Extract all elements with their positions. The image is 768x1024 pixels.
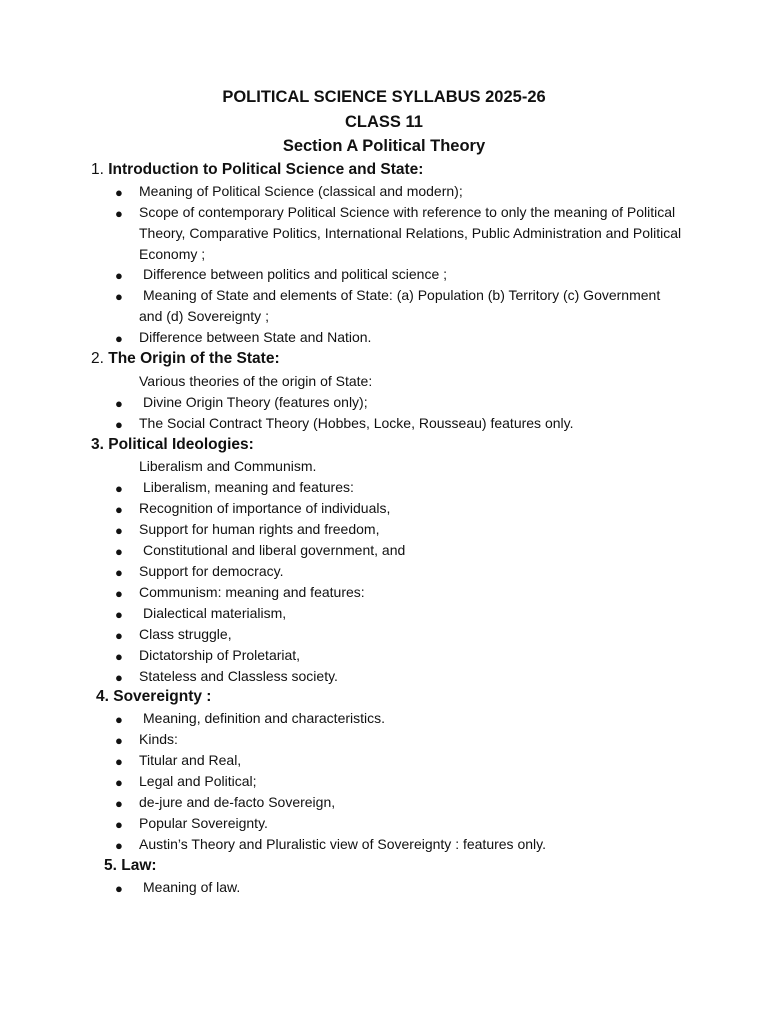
list-item-continuation: Theory, Comparative Politics, International Relations, Public Administration and Political bbox=[139, 225, 682, 241]
list-item: Class struggle, bbox=[139, 626, 232, 642]
list-item: de-jure and de-facto Sovereign, bbox=[139, 794, 336, 810]
bullet-icon: ● bbox=[115, 754, 123, 769]
section-number: 2. bbox=[91, 350, 104, 367]
section-heading-text: The Origin of the State: bbox=[108, 350, 280, 367]
section-heading-text: Political Ideologies: bbox=[108, 436, 254, 453]
section-heading-3 bbox=[91, 436, 254, 454]
list-item: Meaning of Political Science (classical and modern); bbox=[139, 183, 463, 199]
bullet-icon: ● bbox=[115, 817, 123, 832]
bullet-icon: ● bbox=[115, 670, 123, 685]
bullet-icon: ● bbox=[115, 586, 123, 601]
section-heading-text: Introduction to Political Science and State: bbox=[108, 161, 424, 178]
section-number: 4. bbox=[96, 688, 109, 705]
class-label: CLASS 11 bbox=[345, 113, 423, 131]
section-heading-text: Sovereignty : bbox=[113, 688, 212, 705]
list-item: Constitutional and liberal government, and bbox=[143, 542, 406, 558]
bullet-icon: ● bbox=[115, 289, 123, 304]
bullet-icon: ● bbox=[115, 206, 123, 221]
list-item: Liberalism, meaning and features: bbox=[143, 479, 354, 495]
section-number: 5. bbox=[104, 857, 117, 874]
bullet-icon: ● bbox=[115, 838, 123, 853]
bullet-icon: ● bbox=[115, 775, 123, 790]
list-item: Stateless and Classless society. bbox=[139, 668, 338, 684]
bullet-icon: ● bbox=[115, 565, 123, 580]
list-item-continuation: Economy ; bbox=[139, 246, 206, 262]
bullet-icon: ● bbox=[115, 649, 123, 664]
section-intro: Various theories of the origin of State: bbox=[139, 373, 373, 389]
section-number: 3. bbox=[91, 436, 104, 453]
section-number: 1. bbox=[91, 161, 104, 178]
section-title: Section A Political Theory bbox=[282, 137, 486, 155]
list-item: Support for human rights and freedom, bbox=[139, 521, 380, 537]
bullet-icon: ● bbox=[115, 396, 123, 411]
bullet-icon: ● bbox=[115, 502, 123, 517]
bullet-icon: ● bbox=[115, 712, 123, 727]
list-item: Difference between politics and political science ; bbox=[143, 266, 448, 282]
bullet-icon: ● bbox=[115, 481, 123, 496]
list-item: Difference between State and Nation. bbox=[139, 329, 372, 345]
list-item: Popular Sovereignty. bbox=[139, 815, 268, 831]
document-title: POLITICAL SCIENCE SYLLABUS 2025-26 bbox=[222, 88, 546, 106]
list-item: Austin’s Theory and Pluralistic view of Sovereignty : features only. bbox=[139, 836, 546, 852]
section-heading-2 bbox=[91, 350, 280, 368]
list-item: Meaning, definition and characteristics. bbox=[143, 710, 386, 726]
bullet-icon: ● bbox=[115, 268, 123, 283]
list-item: Scope of contemporary Political Science with reference to only the meaning of Political bbox=[139, 204, 676, 220]
list-item-continuation: and (d) Sovereignty ; bbox=[139, 308, 269, 324]
section-heading-4 bbox=[96, 688, 211, 706]
bullet-icon: ● bbox=[115, 331, 123, 346]
list-item: Support for democracy. bbox=[139, 563, 284, 579]
bullet-icon: ● bbox=[115, 881, 123, 896]
list-item: Meaning of law. bbox=[143, 879, 241, 895]
list-item: Titular and Real, bbox=[139, 752, 242, 768]
list-item: Dictatorship of Proletariat, bbox=[139, 647, 301, 663]
list-item: Kinds: bbox=[139, 731, 178, 747]
list-item: Recognition of importance of individuals, bbox=[139, 500, 391, 516]
bullet-icon: ● bbox=[115, 628, 123, 643]
bullet-icon: ● bbox=[115, 185, 123, 200]
section-intro: Liberalism and Communism. bbox=[139, 458, 317, 474]
section-heading-1 bbox=[91, 161, 423, 179]
list-item: The Social Contract Theory (Hobbes, Locke, Rousseau) features only. bbox=[139, 415, 574, 431]
list-item: Communism: meaning and features: bbox=[139, 584, 365, 600]
list-item: Divine Origin Theory (features only); bbox=[143, 394, 368, 410]
list-item: Dialectical materialism, bbox=[143, 605, 287, 621]
section-heading-text: Law: bbox=[121, 857, 157, 874]
bullet-icon: ● bbox=[115, 607, 123, 622]
section-heading-5 bbox=[104, 857, 157, 875]
bullet-icon: ● bbox=[115, 544, 123, 559]
bullet-icon: ● bbox=[115, 733, 123, 748]
list-item: Legal and Political; bbox=[139, 773, 257, 789]
list-item: Meaning of State and elements of State: (a) Population (b) Territory (c) Government bbox=[143, 287, 661, 303]
bullet-icon: ● bbox=[115, 417, 123, 432]
bullet-icon: ● bbox=[115, 523, 123, 538]
bullet-icon: ● bbox=[115, 796, 123, 811]
